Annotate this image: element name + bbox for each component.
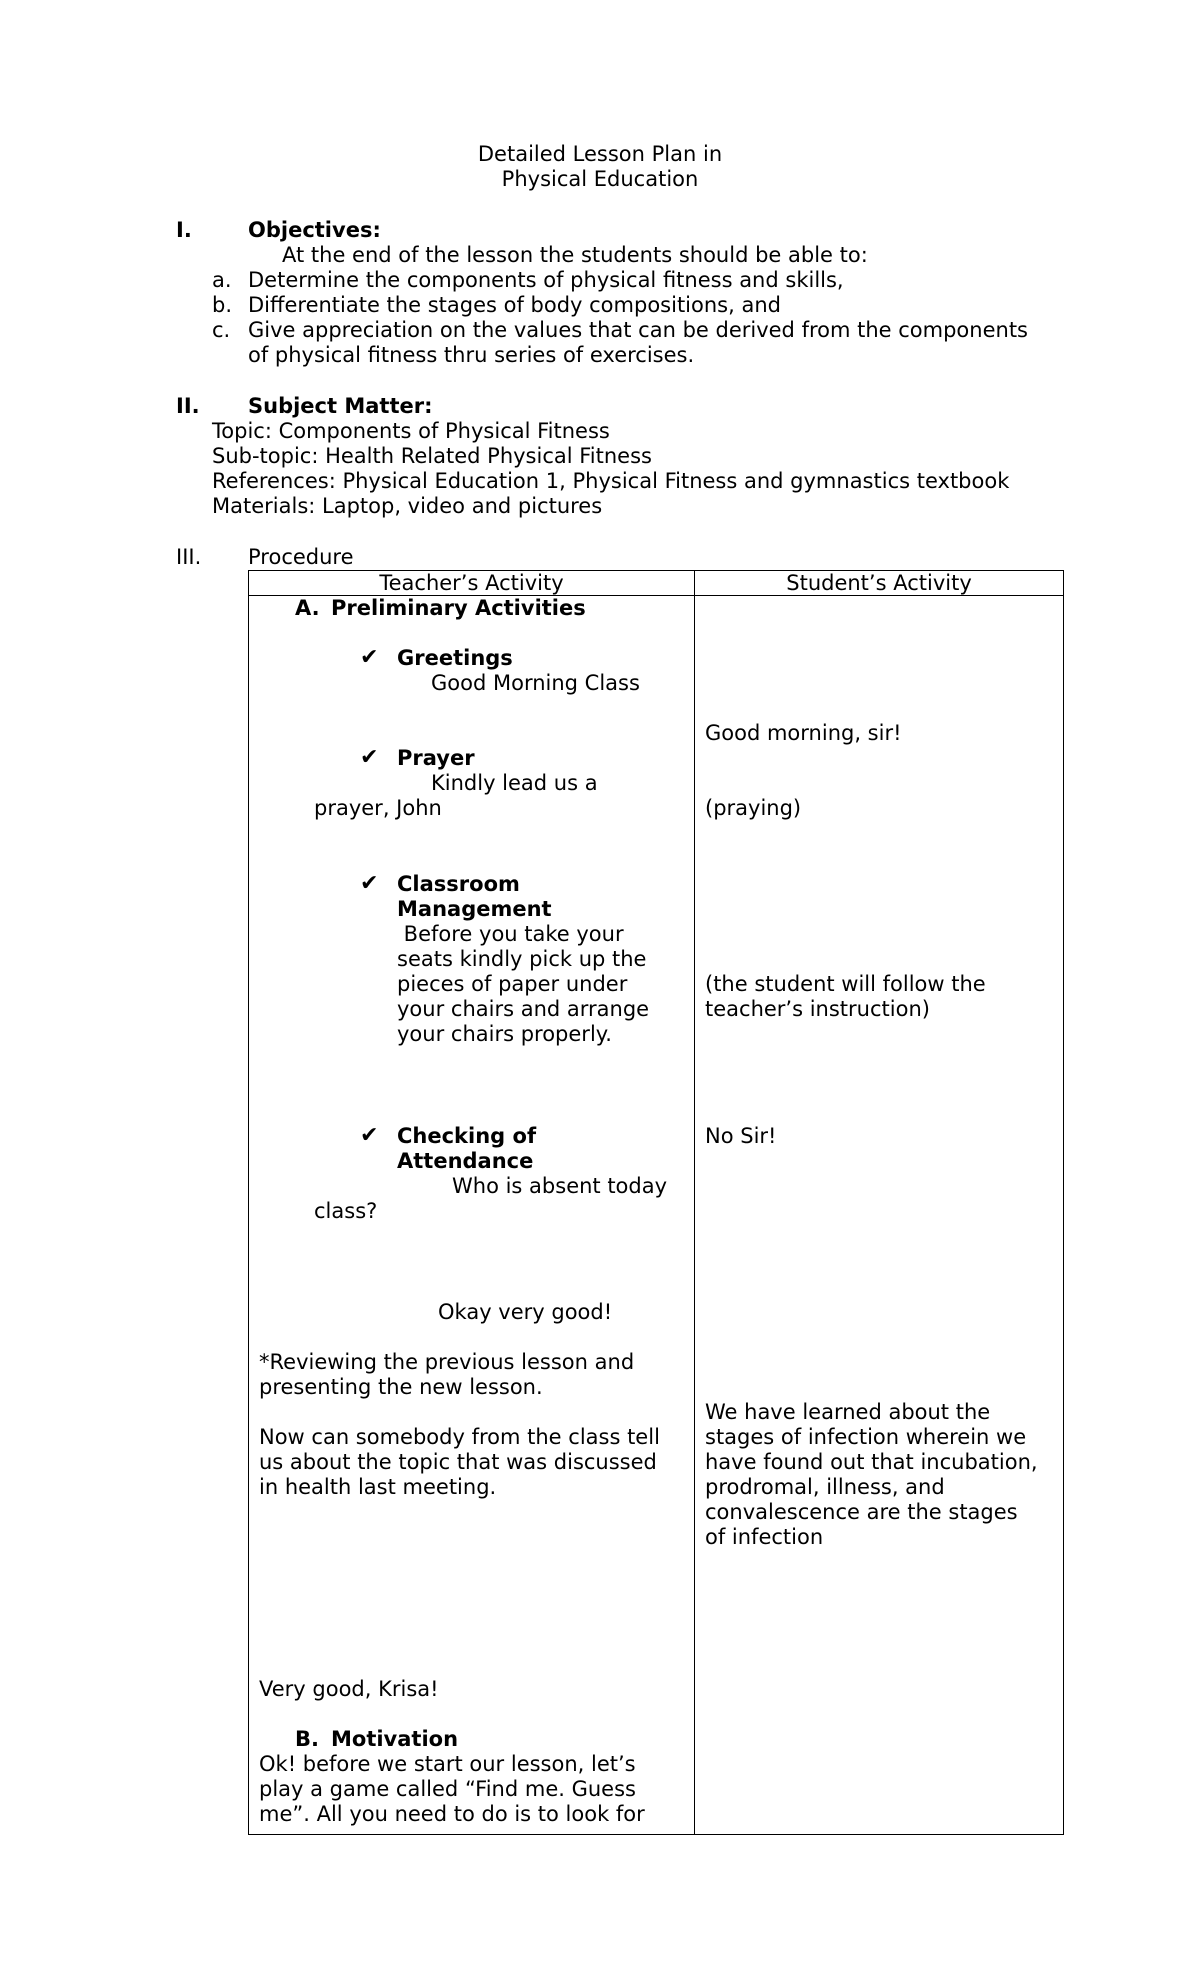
check-icon: ✔ [360,745,379,770]
motivation-line: play a game called “Find me. Guess [259,1777,636,1801]
ask-line: us about the topic that was discussed [259,1450,657,1474]
subject-matter-numeral: II. [176,394,200,418]
objective-a-text: Determine the components of physical fitness and skills, [248,268,844,292]
classroom-mgmt-line: seats kindly pick up the [397,947,647,971]
classroom-mgmt-heading-1: Classroom [397,872,520,896]
greetings-text: Good Morning Class [431,671,640,695]
motivation-line: Ok! before we start our lesson, let’s [259,1752,636,1776]
procedure-numeral: III. [176,545,202,569]
student-answer-line: have found out that incubation, [705,1450,1038,1474]
motivation-line: me”. All you need to do is to look for [259,1802,645,1826]
attendance-line2: class? [314,1199,378,1223]
prayer-heading: Prayer [397,746,475,770]
student-praying: (praying) [705,796,802,820]
student-answer-line: prodromal, illness, and [705,1475,945,1499]
attendance-line1: Who is absent today [452,1174,668,1198]
table-column-divider [694,570,695,1835]
ask-line: in health last meeting. [259,1475,497,1499]
table-border-bottom [248,1834,1064,1835]
motivation-letter: B. [295,1727,319,1751]
objective-b-letter: b. [212,293,233,317]
student-answer-line: stages of infection wherein we [705,1425,1027,1449]
okay-very-good: Okay very good! [438,1300,613,1324]
motivation-heading: Motivation [331,1727,459,1751]
prelim-letter: A. [295,596,320,620]
classroom-mgmt-heading-2: Management [397,897,552,921]
table-border-right [1063,570,1064,1835]
check-icon: ✔ [360,645,379,670]
document-title-line2: Physical Education [501,167,699,191]
objectives-numeral: I. [176,218,192,242]
prayer-line1: Kindly lead us a [431,771,598,795]
student-answer-line: convalescence are the stages [705,1500,1018,1524]
review-line: presenting the new lesson. [259,1375,543,1399]
attendance-heading-1: Checking of [397,1124,537,1148]
check-icon: ✔ [360,871,379,896]
prelim-heading: Preliminary Activities [331,596,586,620]
classroom-mgmt-line: pieces of paper under [397,972,628,996]
attendance-heading-2: Attendance [397,1149,534,1173]
student-greeting: Good morning, sir! [705,721,902,745]
procedure-heading: Procedure [248,545,354,569]
subject-references: References: Physical Education 1, Physical Fitness and gymnastics textbook [212,469,1010,493]
classroom-mgmt-line: Before you take your [397,922,624,946]
objective-b-text: Differentiate the stages of body compositions, and [248,293,781,317]
column-header-student: Student’s Activity [786,571,972,595]
subject-materials: Materials: Laptop, video and pictures [212,494,603,518]
objective-c-text-cont: of physical fitness thru series of exercises. [248,343,695,367]
prayer-line2: prayer, John [314,796,442,820]
subject-matter-heading: Subject Matter: [248,394,433,418]
review-line: *Reviewing the previous lesson and [259,1350,635,1374]
classroom-mgmt-line: your chairs and arrange [397,997,650,1021]
classroom-mgmt-line: your chairs properly. [397,1022,612,1046]
ask-line: Now can somebody from the class tell [259,1425,660,1449]
objectives-intro: At the end of the lesson the students should be able to: [282,243,868,267]
check-icon: ✔ [360,1123,379,1148]
document-title-line1: Detailed Lesson Plan in [477,142,723,166]
objectives-heading: Objectives: [248,218,381,242]
objective-c-letter: c. [212,318,231,342]
student-answer-line: We have learned about the [705,1400,991,1424]
subject-topic: Topic: Components of Physical Fitness [212,419,610,443]
greetings-heading: Greetings [397,646,513,670]
student-follow-line: (the student will follow the [705,972,986,996]
student-answer-line: of infection [705,1525,824,1549]
subject-subtopic: Sub-topic: Health Related Physical Fitness [212,444,652,468]
student-no-sir: No Sir! [705,1124,777,1148]
column-header-teacher: Teacher’s Activity [379,571,564,595]
table-border-left [248,570,249,1835]
student-follow-line: teacher’s instruction) [705,997,930,1021]
very-good-krisa: Very good, Krisa! [259,1677,439,1701]
objective-a-letter: a. [212,268,232,292]
objective-c-text: Give appreciation on the values that can be derived from the components [248,318,1028,342]
